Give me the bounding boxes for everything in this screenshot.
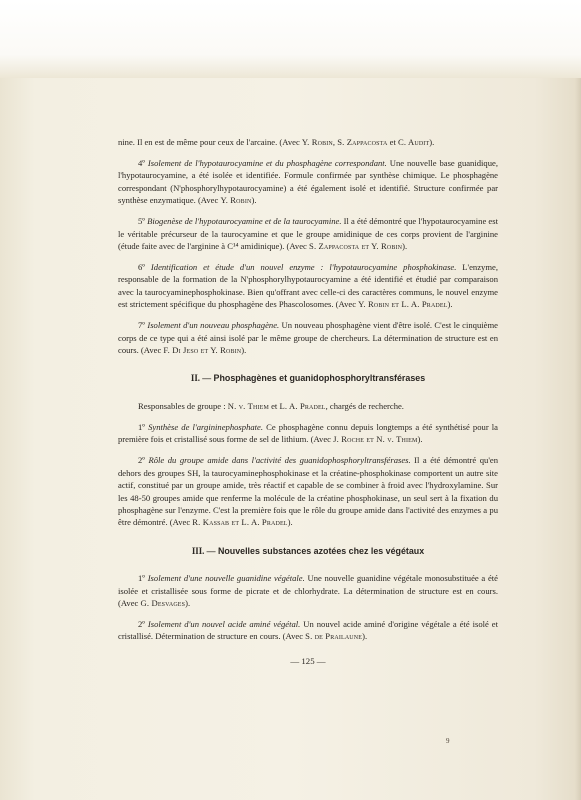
item-title: Synthèse de l'argininephosphate. (148, 421, 264, 432)
responsables-line: Responsables de groupe : N. v. Thiem et L. A. Pradel, chargés de recherche. (138, 400, 404, 411)
document-page (118, 136, 498, 667)
item-title: Identification et étude d'un nouvel enzyme : l'hypotaurocyamine phosphokinase. (150, 262, 457, 273)
page-number: — 125 — (290, 655, 326, 666)
item-paragraph: 2º Isolement d'un nouvel acide aminé végétal. Un nouvel acide aminé d'origine végétale a été isolé et cristallisé. Détermination de structure en cours. (Avec S. de Prailaune). (118, 618, 498, 642)
page-edge-shadow (575, 78, 581, 800)
item-title: Isolement d'une nouvelle guanidine végétale. (147, 573, 305, 584)
item-title: Rôle du groupe amide dans l'activité des guanidophosphoryltransférases. (148, 455, 411, 466)
item-paragraph: 7º Isolement d'un nouveau phosphagène. Un nouveau phosphagène vient d'être isolé. C'est le cinquième corps de ce type qui a été ainsi isolé par le même groupe de chercheurs. La détermination de structure est en cours. (Avec F. Di Jeso et Y. Robin). (118, 320, 498, 356)
item-authors: S. Zappacosta et Y. Robin (309, 241, 403, 252)
top-paper-band (0, 0, 581, 78)
item-authors: Y. Robin (220, 195, 252, 206)
section-heading: III. — Nouvelles substances azotées chez les végétaux (191, 545, 425, 556)
item-title: Biogenèse de l'hypotaurocyamine et de la taurocyamine. (147, 216, 342, 227)
author-name: C. Audit (397, 137, 430, 147)
author-name: S. Zappacosta (337, 137, 388, 147)
author-name: L. A. Pradel (279, 400, 326, 411)
signature-mark: 9 (446, 737, 450, 745)
item-paragraph: 1º Synthèse de l'argininephosphate. Ce phosphagène connu depuis longtemps a été synthétisé pour la première fois et cristallisé sous forme de sel de lithium. (Avec J. Roche et N. v. Thiem). (118, 421, 498, 445)
item-title: Isolement d'un nouvel acide aminé végétal. (147, 618, 301, 629)
item-authors: Y. Robin et L. A. Pradel (358, 299, 448, 310)
intro-paragraph: nine. Il en est de même pour ceux de l'arcaine. (Avec Y. Robin, S. Zappacosta et C. Audit). (118, 137, 435, 147)
item-title: Isolement d'un nouveau phosphagène. (147, 320, 280, 331)
item-authors: R. Kassab et L. A. Pradel (192, 517, 288, 528)
item-paragraph: 1º Isolement d'une nouvelle guanidine végétale. Une nouvelle guanidine végétale monosubstituée a été isolée et cristallisée sous forme de picrate et de chlorhydrate. La détermination de structure est en cours. (Avec G. Desvages). (118, 573, 498, 608)
item-paragraph: 4º Isolement de l'hypotaurocyamine et du phosphagène correspondant. Une nouvelle base guanidique, l'hypotaurocyamine, a été isolée et identifiée. Formule confirmée par synthèse chimique. Le phosphagène correspondant (N'phosphorylhypotaurocyamine) a été également isolé et identifié. Structure confirmée par synthèse enzymatique. (Avec Y. Robin). (118, 158, 498, 206)
section-heading: II. — Phosphagènes et guanidophosphoryltransférases (190, 373, 426, 384)
item-paragraph: 6º Identification et étude d'un nouvel enzyme : l'hypotaurocyamine phosphokinase. L'enzyme, responsable de la formation de la N'phosphorylhypotaurocyamine a été identifié et étudié par comparaison avec la taurocyaminephosphokinase. Bien qu'offrant avec celle-ci des caractères communs, le nouvel enzyme est strictement spécifique du phosphagène des Phascolosomes. (Avec Y. Robin et L. A. Pradel). (118, 262, 498, 310)
item-paragraph: 5º Biogenèse de l'hypotaurocyamine et de la taurocyamine. Il a été démontré que l'hypotaurocyamine est le véritable précurseur de la taurocyamine et que le groupe amidinique de ces corps provient de l'arginine (étude faite avec de l'arginine à C¹⁴ amidinique). (Avec S. Zappacosta et Y. Robin). (118, 216, 498, 252)
item-title: Isolement de l'hypotaurocyamine et du phosphagène correspondant. (147, 158, 387, 168)
item-authors: F. Di Jeso et Y. Robin (163, 345, 242, 356)
item-paragraph: 2º Rôle du groupe amide dans l'activité des guanidophosphoryltransférases. Il a été démontré qu'en dehors des groupes SH, la taurocyaminephosphokinase et la créatine-phosphokinase comportent un autre site actif, constitué par un groupe amide, très réactif et capable de se combiner à froid avec l'hydroxylamine. Sur les 48-50 groupes amide que renferme la molécule de la créatine phosphokinase, un seul sert à la fixation du phosphagène sur l'enzyme. C'est la première fois que le rôle du groupe amide dans l'activité des enzymes a pu être démontré. (Avec R. Kassab et L. A. Pradel). (118, 455, 498, 528)
item-authors: S. de Prailaune (305, 631, 363, 642)
item-authors: G. Desvages (140, 597, 186, 608)
item-authors: J. Roche et N. v. Thiem (333, 434, 418, 445)
author-name: Y. Robin (301, 137, 333, 147)
author-name: N. v. Thiem (227, 400, 269, 411)
